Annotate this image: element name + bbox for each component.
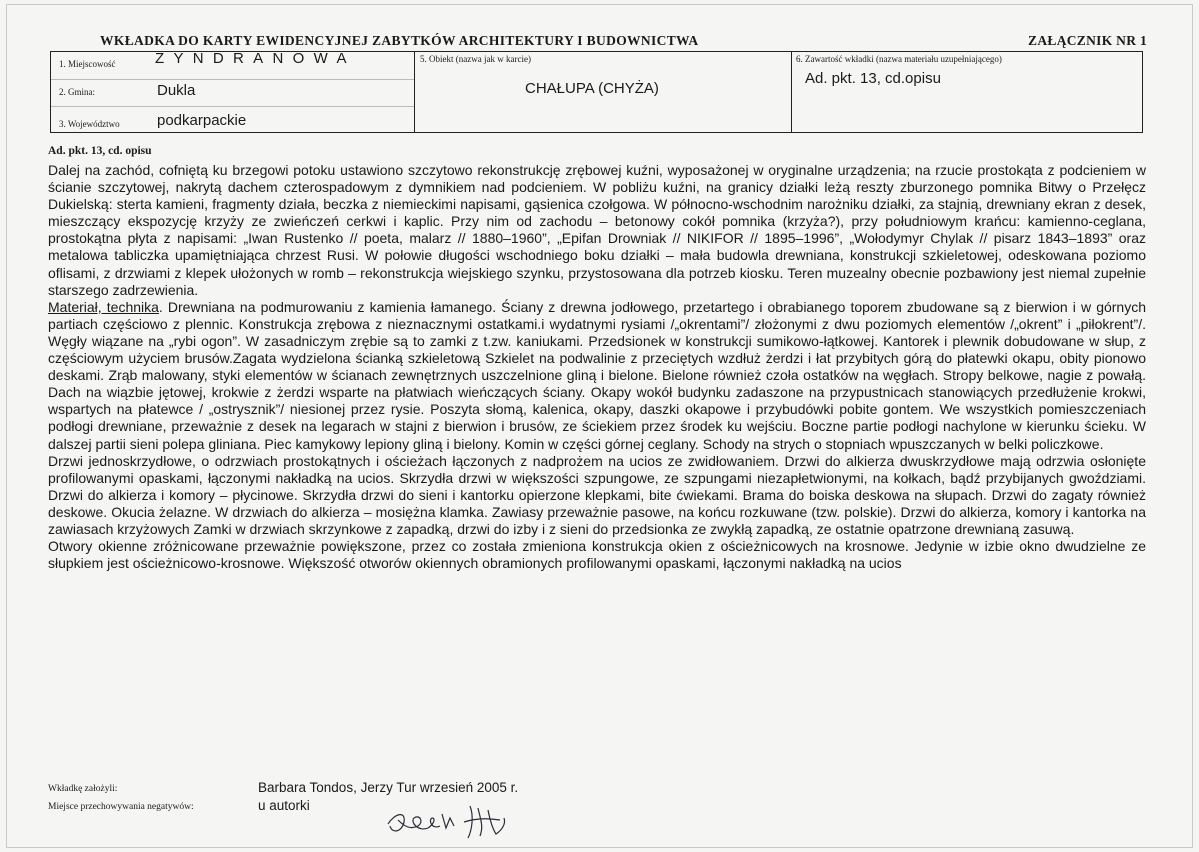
row-divider: [51, 79, 414, 80]
prepared-by-value: Barbara Tondos, Jerzy Tur wrzesień 2005 r.: [258, 780, 519, 795]
locality-label: 1. Miejscowość: [59, 59, 116, 69]
paragraph-material: [48, 299, 1146, 453]
voivodeship-value: podkarpackie: [157, 112, 247, 129]
description-body: [48, 162, 1146, 572]
negatives-location-value: u autorki: [258, 798, 310, 813]
commune-value: Dukla: [157, 82, 196, 99]
contents-label: 6. Zawartość wkładki (nazwa materiału uzupełniającego): [796, 54, 1002, 64]
object-value: CHAŁUPA (CHYŻA): [525, 80, 659, 97]
paragraph-doors: Drzwi jednoskrzydłowe, o odrzwiach prostokątnych i ościeżach łączonych z nadprożem na ucios ze zwidłowaniem. Drzwi do alkierza dwuskrzydłowe mają odrzwia osłonięte profilowanymi opaskami, łączonymi nakładką na ucios. Skrzydła drzwi w większości szpungowe, ze szpungami niezapłetwionymi, na kołkach, bądź przybijanych gwoździami. Drzwi do alkierza i komory – płycinowe. Skrzydła drzwi do sieni i kantorku opierzone klepkami, bite ćwiekami. Brama do boiska deskowa na słupach. Drzwi do zagaty również deskowe. Okucia żelazne. W drzwiach do alkierza – mosiężna klamka. Zawiasy przeważnie pasowe, na końcu rozkuwane (tzw. polskie). Drzwi do alkierza, komory i kantorka na zawiasach krzyżowych Zamki w drzwiach skrzynkowe z zapadką, drzwi do izby i z sieni do przedsionka ze zwykłą zapadką, ze ostatnie opatrzone drewnianą zasuwą.: [48, 452, 1146, 537]
commune-label: 2. Gmina:: [59, 87, 95, 97]
locality-value: ZYNDRANOWA: [155, 50, 356, 67]
negatives-location-label: Miejsce przechowywania negatywów:: [48, 802, 194, 812]
paragraph-windows: Otwory okienne zróżnicowane przeważnie powiększone, przez co została zmieniona konstrukcja okien z ościeżnicowych na krosnowe. Jedynie w izbie okno dwudzielne ze słupkiem jest ościeżnicowo-krosnowe. Większość otworów okiennych obramionych profilowanymi opaskami, łączonymi nakładką na ucios: [48, 538, 1146, 572]
material-technique-text: . Drewniana na podmurowaniu z kamienia łamanego. Ściany z drewna jodłowego, przetartego i obrabianego toporem zbudowane są z bierwion i w górnych partiach częściowo z plennic. Konstrukcja zrębowa z nieznacznymi ostatkami.i wydatnymi rysiami /„okrentami”/ złożonymi z dwu poziomych elementów /„okrent” i „piłokrent”/. Węgły wiązane na „rybi ogon”. W zasadniczym zrębie są to zamki z t.zw. kaniukami. Przedsionek w konstrukcji sumikowo-łątkowej. Kantorek i plewnik dobudowane w słup, z częściowym użyciem brusów.Zagata wydzielona ścianką szkieletową Szkielet na podwalinie z przeciętych wzdłuż żerdzi i łat przybitych górą do płatewki okapu, obity pionowo deskami. Zrąb malowany, styki elementów w ścianach zewnętrznych uszczelnione gliną i bielone. Bielone również czoła ostatków na węgłach. Stropy belkowe, nagie z powałą. Dach na wiązbie jętowej, krokwie z żerdzi wsparte na płatwiach wieńczących ściany. Okapy wokół budynku zadaszone na przypustnicach stanowiących przedłużenie krokwi, wspartych na płatewce / „ostrysznik”/ niesionej przez rysie. Poszyta słomą, kalenica, okapy, daszki okapowe i przybudówki pobite gontem. We wszystkich pomieszczeniach podłogi drewniane, przeważnie z desek na legarach w stajni z bierwion i brusów, ze ściekiem przez środek ku wejściu. Boczne partie podłogi nachylone w kierunku ścieku. W dalszej partii sieni polepa gliniana. Piec kamykowy lepiony gliną i bielony. Komin w części górnej ceglany. Schody na strych o stopniach wpuszczanych w belki policzkowe.: [48, 298, 1146, 452]
contents-value: Ad. pkt. 13, cd.opisu: [805, 70, 941, 87]
material-technique-label: Materiał, technika: [48, 298, 159, 315]
object-label: 5. Obiekt (nazwa jak w karcie): [420, 54, 531, 64]
paragraph-location: Dalej na zachód, cofniętą ku brzegowi potoku ustawiono szczytowo rekonstrukcję zrębowej kuźni, wyposażonej w oryginalne urządzenia; na rzucie prostokąta z podcieniem w ścianie szczytowej, nakrytą dachem czterospadowym z dymnikiem nad podcieniem. W pobliżu kuźni, na granicy działki leżą reszty zburzonego pomnika Bitwy o Przełęcz Dukielską: sterta kamieni, fragmenty działa, beczka z niemieckimi napisami, gąsienica czołgowa. W północno-wschodnim narożniku działki, za stajnią, drewniany ekran z desek, mieszczący ekspozycję krzyży ze zwieńczeń cerkwi i kaplic. Przy nim od zachodu – betonowy cokół pomnika (krzyża?), przy południowym krańcu: kamienno-ceglana, prostokątna płyta z napisami: „Iwan Rustenko // poeta, malarz // 1880–1960”, „Epifan Drowniak // NIKIFOR // 1895–1996”, „Wołodymyr Chylak // pisarz 1843–1893” oraz metalowa tabliczka upamiętniająca chrzest Rusi. W połowie długości wschodniego boku działki – mała budowla drewniana, konstrukcji szkieletowej, odeskowana poziomo oflisami, z drzwiami z klepek ułożonych w romb – rekonstrukcja wiejskiego szynku, przystosowana dla potrzeb kiosku. Teren muzealny obecnie pozbawiony jest niemal zupełnie starszego zadrzewienia.: [48, 162, 1146, 298]
annex-number: ZAŁĄCZNIK NR 1: [1028, 33, 1147, 48]
section-heading: Ad. pkt. 13, cd. opisu: [48, 145, 152, 157]
column-divider: [414, 52, 415, 132]
column-divider: [791, 52, 792, 132]
row-divider: [51, 106, 414, 107]
prepared-by-label: Wkładkę założyli:: [48, 784, 118, 794]
voivodeship-label: 3. Województwo: [59, 119, 120, 129]
header-fields-box: [50, 51, 1143, 133]
document-title: WKŁADKA DO KARTY EWIDENCYJNEJ ZABYTKÓW ARCHITEKTURY I BUDOWNICTWA: [100, 33, 699, 48]
handwritten-signature: [384, 796, 524, 846]
